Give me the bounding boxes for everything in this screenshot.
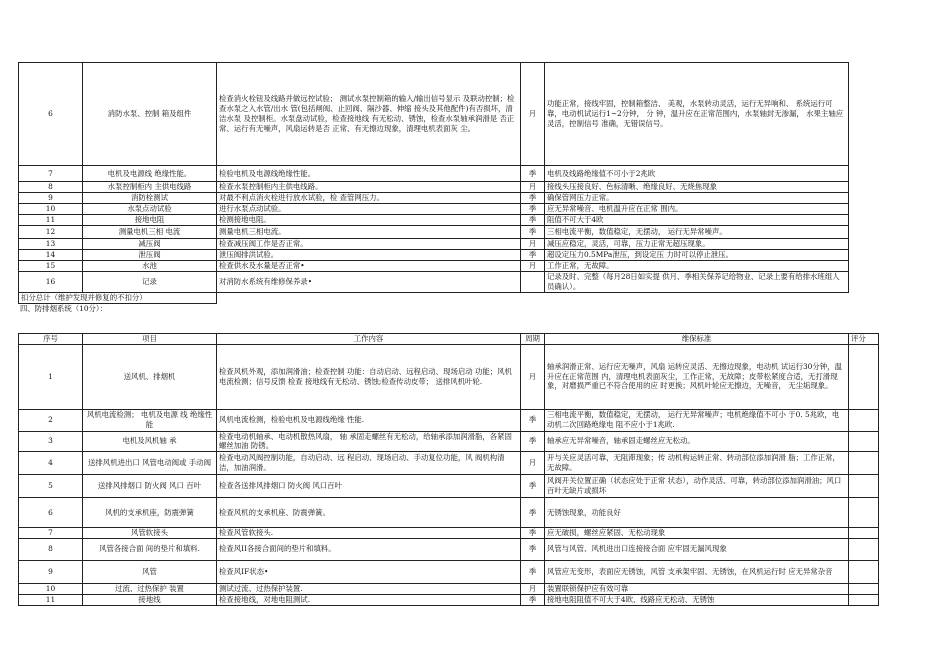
- row-content: 检查各送排风排烟口 防火阀 风口百叶: [217, 475, 521, 498]
- row-period: 季: [521, 528, 545, 539]
- row-number: 6: [19, 498, 83, 528]
- table-row: [19, 226, 849, 239]
- row-period: [521, 272, 545, 293]
- row-period: 月: [521, 452, 545, 475]
- row-score: [849, 431, 879, 452]
- row-standard: 轴承润滑正常、运行应无噪声，风扇 运转应灵活、无擦边现象，电动机 试运行30分钟，温升应在正常范围 内，清理电机表面灰尘，工作正常，无故障；皮带松紧度合适，无打滑现象，对磨损严重已不符合使用的应 时更换；风机叶轮应无擦边，无噪音， 无尘垢现象。: [545, 344, 849, 409]
- row-score: [849, 560, 879, 583]
- row-period: 季: [521, 215, 545, 226]
- row-item: 水泵点动试验: [83, 204, 217, 215]
- row-number: 15: [19, 261, 83, 272]
- row-item: 风管软接头: [83, 528, 217, 539]
- row-standard: 三相电流平衡，数值稳定，无摆动， 运行无异常噪声；电机绝缘值不可小 于0. 5兆欧，电动机二次回路绝缘电 阻不应小于1兆欧.: [545, 409, 849, 431]
- row-item: 风机的支承机座，防震弹簧: [83, 498, 217, 528]
- row-period: 月: [521, 239, 545, 250]
- row-standard: 超设定压力0.5MPa泄压，到设定压 力时可以停止泄压。: [545, 250, 849, 261]
- row-number: 7: [19, 528, 83, 539]
- row-item: 风机电流检测； 电机及电源 线 绝缘性能: [83, 409, 217, 431]
- row-number: 9: [19, 193, 83, 204]
- row-content: 测量电机三相电流。: [217, 226, 521, 239]
- table-row: [19, 452, 879, 475]
- row-content: 检查电动风阀控制功能，自动启动、远 程启动、现场启动、手动复位功能，风 阀机构清洁，加油润滑。: [217, 452, 521, 475]
- table-row: [19, 344, 879, 409]
- spacer: [18, 316, 948, 333]
- row-item: 消防水泵、控制 箱及组件: [83, 63, 217, 166]
- table-row: [19, 431, 879, 452]
- row-content: 检查电动机轴承、电动机散热风扇， 轴 承固走螺丝有无松动，给轴承添加润滑脂，各紧固螺丝加油 防锈。: [217, 431, 521, 452]
- row-content: 检查风IF状态•: [217, 560, 521, 583]
- table-row: [19, 204, 849, 215]
- row-number: 6: [19, 63, 83, 166]
- smoke-system-table-body: [19, 344, 879, 605]
- row-content: 泄压阀排洪试验。: [217, 250, 521, 261]
- table-row: [19, 166, 849, 182]
- row-number: 2: [19, 409, 83, 431]
- row-content: 检测接地电阻。: [217, 215, 521, 226]
- row-number: 4: [19, 452, 83, 475]
- table-row: [19, 182, 849, 193]
- row-content: 检查水泵控制柜内主供电线路。: [217, 182, 521, 193]
- row-standard: 装置联锁保护应有效可靠: [545, 583, 849, 594]
- row-content: 检查减压阀工作是否正常。: [217, 239, 521, 250]
- row-content: 检查风II各接合面间的垫片和填料。: [217, 538, 521, 560]
- row-content: 检查供水及水量是否正常•: [217, 261, 521, 272]
- row-number: 3: [19, 431, 83, 452]
- section-title-smoke-system: 四、防排烟系统（10分）：: [20, 303, 108, 313]
- row-standard: 功能正常，接线牢固，控制箱整洁、 美观，水泵转动灵活，运行无异响和、 系统运行可靠，电动机试运行1~2分钟， 分 钟，温升应在正常范围内，水泵轴封无渗漏， 水果主轴应灵活，控制信号 准确，无错误信号。: [545, 63, 849, 166]
- row-number: 11: [19, 215, 83, 226]
- row-period: 月: [521, 182, 545, 193]
- row-content: 对最不利点消火栓进行放水试验，检 查管网压力。: [217, 193, 521, 204]
- row-content: 对消防水系统有维修保养录•: [217, 272, 521, 293]
- row-period: 月: [521, 63, 545, 166]
- table-row: [19, 594, 879, 605]
- row-item: 接地电阻: [83, 215, 217, 226]
- maintenance-sheet: [18, 62, 948, 606]
- row-item: 水泵控制柜内 主供电线路: [83, 182, 217, 193]
- row-standard: 风管应无变形，表面应无锈蚀，风管 支承架牢固、无锈蚀，在风机运行时 应无异常杂音: [545, 560, 849, 583]
- table-row: [19, 215, 849, 226]
- row-content: 检查风机外观，添加润滑油；检查控制 功能：自动启动、远程启动、现场启动 功能；风机电流检测；信号反馈 检查 接地线有无松动、锈蚀;检查传动皮带； 送排风机叶轮.: [217, 344, 521, 409]
- row-standard: 确保管网压力正常。: [545, 193, 849, 204]
- row-number: 8: [19, 182, 83, 193]
- row-item: 送风机、排烟机: [83, 344, 217, 409]
- row-standard: 接线头压接良好、色标清晰、绝缘良好、无烧焦现象: [545, 182, 849, 193]
- table-row: [19, 475, 879, 498]
- smoke-system-table: [18, 333, 879, 606]
- row-period: 季: [521, 409, 545, 431]
- table-row: [19, 193, 849, 204]
- row-item: 电机及风机轴 承: [83, 431, 217, 452]
- row-content: 检查风机的支承机座、防震弹簧。: [217, 498, 521, 528]
- table-row: [19, 409, 879, 431]
- row-period: 季: [521, 498, 545, 528]
- row-content: 风机电流检测，检验电机及电源线绝缘 性能.: [217, 409, 521, 431]
- row-number: 16: [19, 272, 83, 293]
- row-item: 减压阀: [83, 239, 217, 250]
- row-number: 12: [19, 226, 83, 239]
- row-item: 过流、过热保护 装置: [83, 583, 217, 594]
- row-standard: 减压应稳定，灵活，可靠，压力正常无超压现象。: [545, 239, 849, 250]
- table-row: [19, 538, 879, 560]
- row-item: 记录: [83, 272, 217, 293]
- row-standard: 接地电阻阻值不可大于4欧、线路应无松动、无锈蚀: [545, 594, 849, 605]
- table-row: [19, 239, 849, 250]
- row-period: 季: [521, 250, 545, 261]
- header-no: 序号: [19, 333, 83, 344]
- row-item: 电机及电源线 绝缘性能。: [83, 166, 217, 182]
- row-score: [849, 538, 879, 560]
- table-row: [19, 583, 879, 594]
- row-period: 季: [521, 226, 545, 239]
- row-period: 月: [521, 261, 545, 272]
- row-number: 14: [19, 250, 83, 261]
- row-content: 检验电机及电源线绝缘性能。: [217, 166, 521, 182]
- row-period: 季: [521, 560, 545, 583]
- row-period: 季: [521, 431, 545, 452]
- row-standard: 轴承应无异常噪音，轴承固走螺丝应无松动。: [545, 431, 849, 452]
- row-number: 9: [19, 560, 83, 583]
- header-content: 工作内容: [217, 333, 521, 344]
- row-item: 风管各接合面 间的垫片和填料.: [83, 538, 217, 560]
- row-score: [849, 475, 879, 498]
- water-system-table-body: [19, 63, 849, 293]
- row-score: [849, 594, 879, 605]
- row-item: 送排风排烟口 防火阀 风口 百叶: [83, 475, 217, 498]
- row-item: 水池: [83, 261, 217, 272]
- row-standard: 三相电流平衡，数值稳定，无摆动， 运行无异常噪声。: [545, 226, 849, 239]
- row-standard: 阻值不可大于4欧: [545, 215, 849, 226]
- header-standard: 维保标准: [545, 333, 849, 344]
- row-period: 月: [521, 583, 545, 594]
- row-content: 检查消火栓钮及线路并做远控试验； 测试水泵控制箱的输入/输出信号显示 及联动控制；检查水泵之入水管/出水 管(包括闸阀、止回阀、隔沙器、伸缩 接头及其他配件)有否损坏，清洁水泵 及控制柜。水泵盘动试验，检查接地线 有无松动、锈蚀，检查水泵轴承润滑是 否正常、运行有无噪声，风扇运转是否 正常、有无擦边现象，清理电机表面灰 尘。: [217, 63, 521, 166]
- row-standard: 电机及线路绝缘值不可小于2兆欧: [545, 166, 849, 182]
- row-standard: 开与关应灵活可靠，无阻滞现象；传 动机构运转正常、转动部位添加润滑 脂；工作正常，无故障。: [545, 452, 849, 475]
- row-standard: 风阀开关位置正确（状态应处于正常 状态），动作灵活、可靠，转动部位添加润滑油；风口百叶无缺片或损坏: [545, 475, 849, 498]
- row-number: 5: [19, 475, 83, 498]
- row-item: 泄压阀: [83, 250, 217, 261]
- row-item: 风管: [83, 560, 217, 583]
- table-row: [19, 250, 849, 261]
- row-period: 季: [521, 594, 545, 605]
- row-period: 季: [521, 166, 545, 182]
- row-period: 季: [521, 204, 545, 215]
- row-content: 测试过流、过热保护装置.: [217, 583, 521, 594]
- row-period: 季: [521, 538, 545, 560]
- row-number: 10: [19, 583, 83, 594]
- row-score: [849, 498, 879, 528]
- row-content: 进行水泵点动试验。: [217, 204, 521, 215]
- row-item: 接地线: [83, 594, 217, 605]
- row-item: 送排风机进出口 风管电动阀或 手动阀: [83, 452, 217, 475]
- row-score: [849, 452, 879, 475]
- row-item: 测量电机三相 电流: [83, 226, 217, 239]
- header-period: 周期: [521, 333, 545, 344]
- header-item: 项目: [83, 333, 217, 344]
- header-score: 评分: [849, 333, 879, 344]
- row-number: 7: [19, 166, 83, 182]
- table-row: [19, 272, 849, 293]
- deduction-total-label: 扣分总计（维护发现并修复的不扣分）: [19, 292, 217, 303]
- row-number: 10: [19, 204, 83, 215]
- row-standard: 风管与风管、风机进出口连接接合面 应牢固无漏风现象: [545, 538, 849, 560]
- row-number: 13: [19, 239, 83, 250]
- row-number: 11: [19, 594, 83, 605]
- row-standard: 无锈蚀现象，功能良好: [545, 498, 849, 528]
- row-standard: 记录及时、完整（每月28日如实提 供月、季相关保养记给物业、记录上要有给排水班组人员确认）。: [545, 272, 849, 293]
- table-row: [19, 560, 879, 583]
- row-score: [849, 528, 879, 539]
- table-row: [19, 498, 879, 528]
- row-score: [849, 344, 879, 409]
- row-number: 8: [19, 538, 83, 560]
- row-standard: 应无破损，螺丝应紧固、无松动现象: [545, 528, 849, 539]
- row-score: [849, 409, 879, 431]
- water-system-table: [18, 62, 849, 304]
- table-row: [19, 528, 879, 539]
- row-score: [849, 583, 879, 594]
- table-row: [19, 63, 849, 166]
- row-content: 检查风管软接头.: [217, 528, 521, 539]
- row-period: 月: [521, 344, 545, 409]
- row-period: 季: [521, 475, 545, 498]
- row-standard: 应无异常噪音、电机温升应在正常 围内。: [545, 204, 849, 215]
- row-content: 检查接地线，对地电阻测试.: [217, 594, 521, 605]
- table-row: [19, 261, 849, 272]
- smoke-table-header: [19, 333, 879, 344]
- row-standard: 工作正常，无故障。: [545, 261, 849, 272]
- row-item: 消防栓测试: [83, 193, 217, 204]
- row-number: 1: [19, 344, 83, 409]
- row-period: 季: [521, 193, 545, 204]
- deduction-row: [19, 292, 849, 303]
